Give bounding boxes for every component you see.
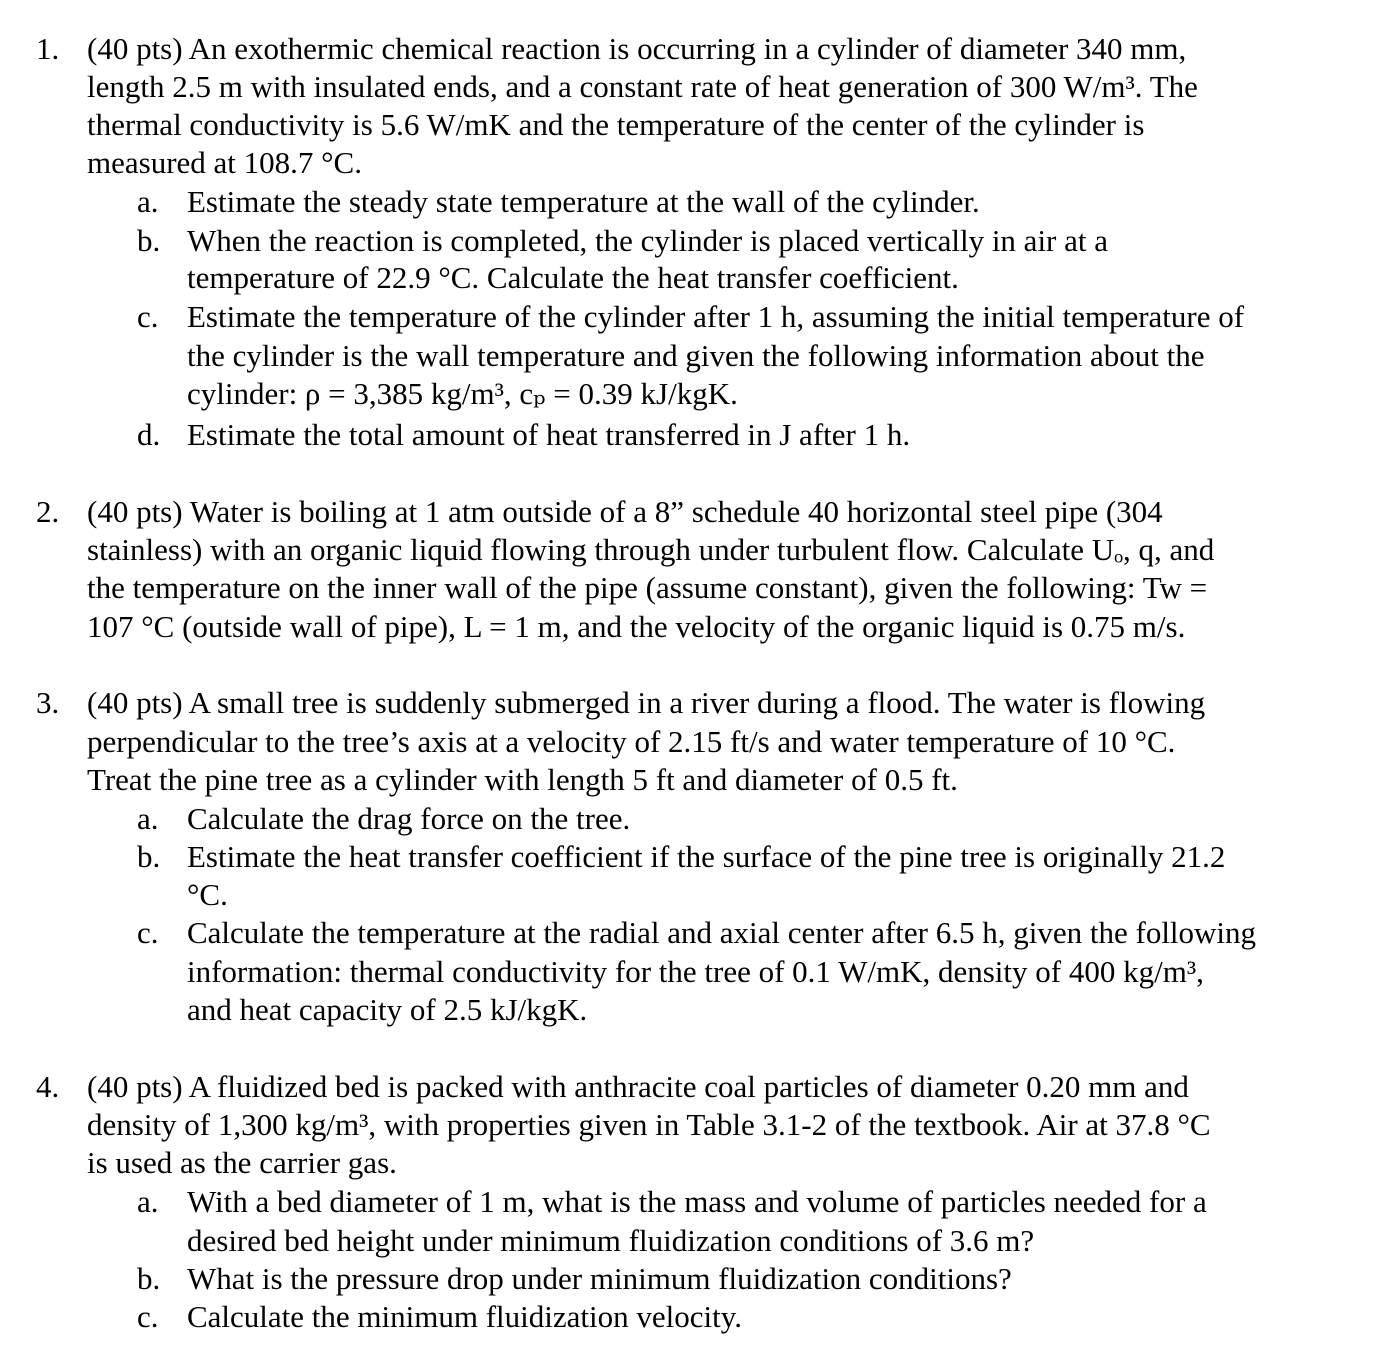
problem-1-line-4: measured at 108.7 °C.	[87, 145, 362, 180]
problem-1-subpart-c-line-3: cylinder: ρ = 3,385 kg/m³, cₚ = 0.39 kJ/kgK.	[187, 376, 738, 411]
problem-1-subpart-a-line-1: Estimate the steady state temperature at the wall of the cylinder.	[187, 184, 980, 219]
problem-1-line-2: length 2.5 m with insulated ends, and a constant rate of heat generation of 300 W/m³. The	[87, 69, 1198, 104]
problem-2-line-1: (40 pts) Water is boiling at 1 atm outside of a 8” schedule 40 horizontal steel pipe (304	[87, 494, 1163, 529]
problem-1-line-3: thermal conductivity is 5.6 W/mK and the temperature of the center of the cylinder is	[87, 107, 1145, 142]
problem-1-line-1: (40 pts) An exothermic chemical reaction is occurring in a cylinder of diameter 340 mm,	[87, 31, 1187, 66]
problem-3-line-3: Treat the pine tree as a cylinder with length 5 ft and diameter of 0.5 ft.	[87, 762, 958, 797]
problem-4-subpart-a-label: a.	[137, 1184, 159, 1219]
problem-4-line-2: density of 1,300 kg/m³, with properties given in Table 3.1-2 of the textbook. Air at 37.8 °C	[87, 1107, 1211, 1142]
problem-3-subpart-a-label: a.	[137, 801, 159, 836]
problem-4-subpart-c-line-1: Calculate the minimum fluidization velocity.	[187, 1299, 742, 1334]
problem-1-subpart-b-line-2: temperature of 22.9 °C. Calculate the heat transfer coefficient.	[187, 260, 959, 295]
problem-4-line-1: (40 pts) A fluidized bed is packed with anthracite coal particles of diameter 0.20 mm and	[87, 1069, 1189, 1104]
problem-3-line-1: (40 pts) A small tree is suddenly submerged in a river during a flood. The water is flowing	[87, 685, 1206, 720]
problem-1-subpart-d-label: d.	[137, 417, 161, 452]
problem-2-number: 2.	[36, 494, 60, 529]
problem-1-number: 1.	[36, 31, 60, 66]
problem-4-subpart-a-line-2: desired bed height under minimum fluidization conditions of 3.6 m?	[187, 1223, 1035, 1258]
problem-2-line-3: the temperature on the inner wall of the pipe (assume constant), given the following: Tw =	[87, 570, 1208, 605]
problem-2-line-2: stainless) with an organic liquid flowing through under turbulent flow. Calculate Uₒ, q, and	[87, 532, 1215, 567]
problem-3-subpart-c-line-2: information: thermal conductivity for the tree of 0.1 W/mK, density of 400 kg/m³,	[187, 954, 1204, 989]
problem-1-subpart-c-label: c.	[137, 299, 159, 334]
problem-1-subpart-a-label: a.	[137, 184, 159, 219]
problem-3-number: 3.	[36, 685, 60, 720]
problem-4-number: 4.	[36, 1069, 60, 1104]
problem-1-subpart-b-line-1: When the reaction is completed, the cylinder is placed vertically in air at a	[187, 223, 1109, 258]
problem-4-line-3: is used as the carrier gas.	[87, 1145, 397, 1180]
problem-3-line-2: perpendicular to the tree’s axis at a velocity of 2.15 ft/s and water temperature of 10 °C.	[87, 724, 1176, 759]
problem-4-subpart-b-label: b.	[137, 1261, 161, 1296]
problem-4-subpart-c-label: c.	[137, 1299, 159, 1334]
problem-4-subpart-a-line-1: With a bed diameter of 1 m, what is the mass and volume of particles needed for a	[187, 1184, 1207, 1219]
problem-1-subpart-d-line-1: Estimate the total amount of heat transferred in J after 1 h.	[187, 417, 911, 452]
problem-3-subpart-b-label: b.	[137, 839, 161, 874]
problem-1-subpart-c-line-1: Estimate the temperature of the cylinder after 1 h, assuming the initial temperature of	[187, 299, 1245, 334]
problem-3-subpart-c-label: c.	[137, 915, 159, 950]
problem-4-subpart-b-line-1: What is the pressure drop under minimum fluidization conditions?	[187, 1261, 1012, 1296]
problem-3-subpart-b-line-1: Estimate the heat transfer coefficient if the surface of the pine tree is originally 21.2	[187, 839, 1226, 874]
problem-3-subpart-c-line-3: and heat capacity of 2.5 kJ/kgK.	[187, 992, 588, 1027]
problem-1-subpart-c-line-2: the cylinder is the wall temperature and given the following information about the	[187, 338, 1205, 373]
problem-3-subpart-b-line-2: °C.	[187, 877, 228, 912]
problem-2-line-4: 107 °C (outside wall of pipe), L = 1 m, and the velocity of the organic liquid is 0.75 m/s.	[87, 609, 1186, 644]
problem-1-subpart-b-label: b.	[137, 223, 161, 258]
problem-3-subpart-c-line-1: Calculate the temperature at the radial and axial center after 6.5 h, given the following	[187, 915, 1257, 950]
problem-3-subpart-a-line-1: Calculate the drag force on the tree.	[187, 801, 631, 836]
